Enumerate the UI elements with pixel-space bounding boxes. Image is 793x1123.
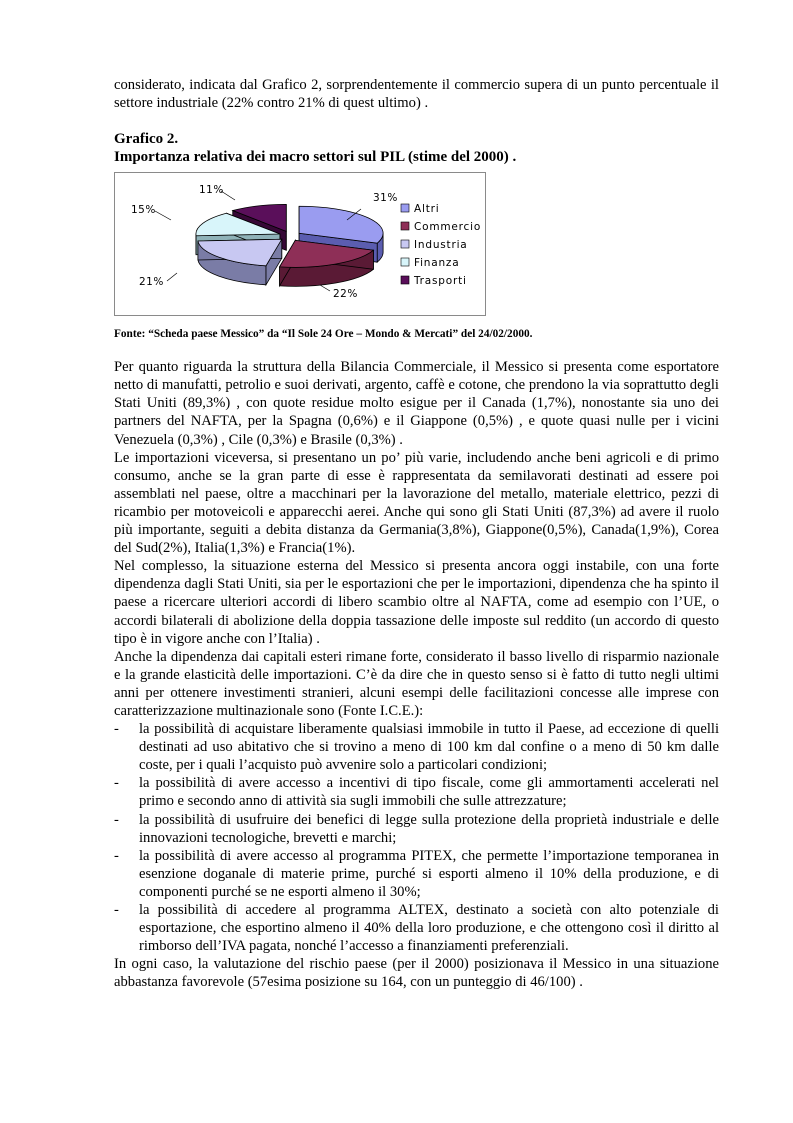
paragraph-importazioni: Le importazioni viceversa, si presentano un po’ più varie, includendo anche beni agricoli e di primo consumo, anche se la gran parte di esse è rappresentata da semilavorati destinati ad essere poi assemblati nel paese, oltre a macchinari per la lavorazione del metallo, materiale elettrico, pezzi di ricambio per motoveicoli e apparecchi aerei. Anche qui sono gli Stati Uniti (87,3%) ad avere il ruolo più importante, seguiti a debita distanza da Germania(3,8%), Giappone(0,5%), Canada(1,9%), Corea del Sud(2%), Italia(1,3%) e Francia(1%). bbox=[114, 449, 719, 557]
legend-label: Industria bbox=[414, 239, 468, 252]
paragraph-rischio-paese: In ogni caso, la valutazione del rischio paese (per il 2000) posizionava il Messico in una situazione abbastanza favorevole (57esima posizione su 164, con un punteggio di 46/100) . bbox=[114, 956, 719, 991]
list-item bbox=[114, 720, 719, 774]
list-item-text: la possibilità di avere accesso al programma PITEX, che permette l’importazione temporanea in esenzione doganale di materie prime, purché si esporti almeno il 10% della produzione, e di componenti purché se ne esporti almeno il 30%; bbox=[139, 847, 719, 900]
list-item bbox=[114, 847, 719, 901]
pie-data-label: 22% bbox=[333, 288, 358, 301]
pie-chart-frame bbox=[114, 172, 486, 316]
facilitazioni-list bbox=[114, 720, 719, 955]
legend-swatch bbox=[401, 258, 409, 266]
bullet-dash: - bbox=[114, 902, 119, 918]
paragraph-capitali-esteri: Anche la dipendenza dai capitali esteri rimane forte, considerato il basso livello di risparmio nazionale e la grande elasticità delle importazioni. C’è da dire che in questo senso si è fatto di tutto negli ultimi anni per ottenere investimenti stranieri, alcuni esempi delle facilitazioni concesse alle imprese con caratterizzazione multinazionale sono (Fonte I.C.E.): bbox=[114, 648, 719, 719]
list-item bbox=[114, 811, 719, 847]
paragraph-bilancia: Per quanto riguarda la struttura della Bilancia Commerciale, il Messico si presenta come esportatore netto di manufatti, petrolio e suoi derivati, argento, caffè e cotone, che prendono la via soprattutto degli Stati Uniti (89,3%) , con quote residue molto esigue per il Canada (1,7%), nonostante sia uno dei partners del NAFTA, per la Spagna (0,6%) e il Giappone (0,5%) , e quote quasi nulle per i vicini Venezuela (0,3%) , Cile (0,3%) e Brasile (0,3%) . bbox=[114, 359, 719, 448]
pie-slice-industria bbox=[198, 239, 282, 285]
legend-swatch bbox=[401, 276, 409, 284]
bullet-dash: - bbox=[114, 775, 119, 792]
figure-title: Importanza relativa dei macro settori sul PIL (stime del 2000) . bbox=[114, 149, 517, 166]
pie-data-label: 11% bbox=[199, 184, 224, 197]
legend-label: Commercio bbox=[414, 221, 482, 234]
list-item-text: la possibilità di usufruire dei benefici di legge sulla protezione della proprietà industriale e delle innovazioni tecnologiche, brevetti e marchi; bbox=[139, 811, 719, 846]
bullet-dash: - bbox=[114, 811, 119, 828]
pie-data-label: 21% bbox=[139, 276, 164, 289]
list-item-text: la possibilità di avere accesso a incentivi di tipo fiscale, come gli ammortamenti accelerati nel primo e secondo anno di attività sia sugli immobili che sulle attrezzature; bbox=[139, 775, 719, 810]
figure-heading bbox=[114, 130, 719, 166]
legend-swatch bbox=[401, 240, 409, 248]
list-item bbox=[114, 774, 719, 810]
pie-chart bbox=[115, 173, 485, 315]
legend-label: Finanza bbox=[414, 257, 460, 270]
bullet-dash: - bbox=[114, 847, 119, 864]
document-page bbox=[114, 70, 719, 991]
legend-label: Altri bbox=[414, 203, 440, 216]
legend-swatch bbox=[401, 222, 409, 230]
figure-label: Grafico 2. bbox=[114, 131, 179, 148]
bullet-dash: - bbox=[114, 721, 119, 738]
list-item-text: la possibilità di accedere al programma ALTEX, destinato a società con alto potenziale di esportazione, che esportino almeno il 40% della loro produzione, e che ottengono così il diritto al rimborso dell’IVA pagata, nonché l’accesso a finanziamenti preferenziali. bbox=[139, 902, 719, 955]
pie-data-label: 15% bbox=[131, 204, 156, 217]
list-item bbox=[114, 901, 719, 955]
pie-leader-line bbox=[167, 273, 177, 281]
legend-swatch bbox=[401, 204, 409, 212]
paragraph-situazione-esterna: Nel complesso, la situazione esterna del Messico si presenta ancora oggi instabile, con una forte dipendenza dagli Stati Uniti, sia per le esportazioni che per le importazioni, dipendenza che ha spinto il paese a ricercare ulteriori accordi di libero scambio oltre al NAFTA, come ad esempio con l’UE, o accordi bilaterali di abolizione della doppia tassazione delle imposte sul reddito (un accordo di questo tipo è in vigore anche con l’Italia) . bbox=[114, 558, 719, 647]
legend-label: Trasporti bbox=[414, 275, 467, 288]
intro-paragraph: considerato, indicata dal Grafico 2, sorprendentemente il commercio supera di un punto percentuale il settore industriale (22% contro 21% di quest ultimo) . bbox=[114, 77, 719, 112]
list-item-text: la possibilità di acquistare liberamente qualsiasi immobile in tutto il Paese, ad eccezione di quelli destinati ad uso abitativo che si trovino a meno di 100 km dal confine o a meno di 50 km dalle coste, per i quali l’acquisto può avvenire solo a particolari condizioni; bbox=[139, 721, 719, 774]
figure-source: Fonte: “Scheda paese Messico” da “Il Sole 24 Ore – Mondo & Mercati” del 24/02/2000. bbox=[114, 328, 533, 341]
pie-data-label: 31% bbox=[373, 192, 398, 205]
pie-leader-line bbox=[155, 211, 171, 220]
body-text bbox=[114, 358, 719, 991]
pie-leader-line bbox=[320, 285, 330, 291]
